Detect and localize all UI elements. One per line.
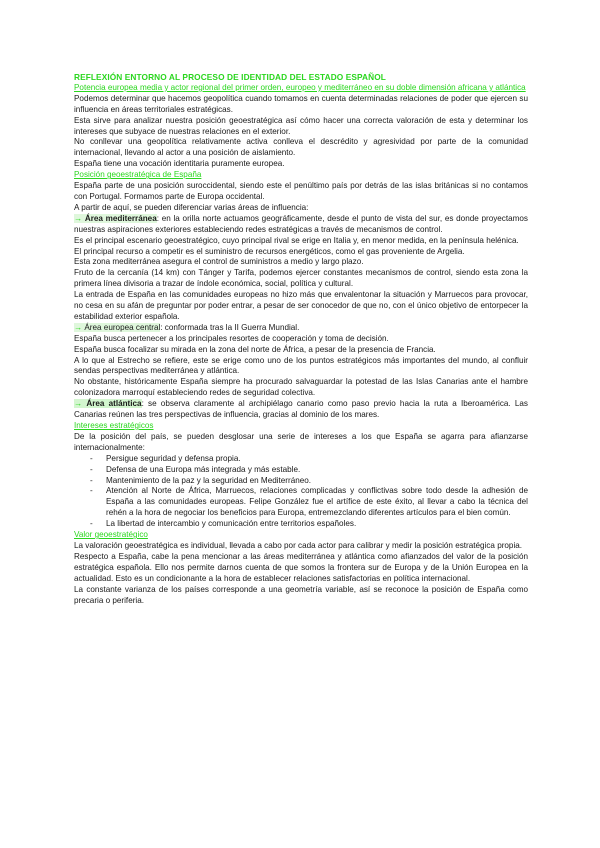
paragraph: España parte de una posición suroccidental, siendo este el penúltimo país por detrás de las islas británicas si no contamos con Portugal. Formamos parte de Europa occidental. — [74, 181, 528, 201]
heading-valor-geoestrategico: Valor geoestratégico — [74, 530, 148, 540]
paragraph: A partir de aquí, se pueden diferenciar varias áreas de influencia: — [74, 202, 309, 212]
paragraph: Fruto de la cercanía (14 km) con Tánger y Tarifa, podemos ejercer constantes mecanismos de control, siendo esta zona la primera línea divisoria a trazar de índole económica, social, política y cultural. — [74, 268, 528, 289]
area-mediterranea-label: Área mediterránea — [84, 213, 157, 223]
paragraph: No conllevar una geopolítica relativamente activa conlleva el descrédito y agresividad por parte de la comunidad internacional, llevando al actor a una posición de aislamiento. — [74, 137, 528, 158]
area-europea-central-paragraph — [74, 323, 528, 334]
paragraph: Esta sirve para analizar nuestra posición geoestratégica así cómo hacer una correcta valoración de esta y determinar los intereses que subyace de nuestras relaciones en el exterior. — [74, 115, 528, 136]
document-title: REFLEXIÓN ENTORNO AL PROCESO DE IDENTIDAD DEL ESTADO ESPAÑOL — [74, 72, 386, 82]
area-europea-central-label: Área europea central — [84, 322, 161, 332]
paragraph: No obstante, históricamente España siempre ha procurado salvaguardar la potestad de las Islas Canarias ante el hambre colonizadora marroquí estableciendo redes de seguridad colectiva. — [74, 377, 528, 398]
list-item: - Atención al Norte de África, Marruecos, relaciones complicadas y conflictivas sobre todo desde la adhesión de España a las comunidades europeas. Felipe González fue el artífice de este éxito, al llevar a cabo la técnica del rehén a la hora de negociar los beneficios para Europa, entremezclando diferentes artículos para el bien común. — [74, 486, 528, 519]
area-atlantica-paragraph — [74, 399, 528, 421]
paragraph: A lo que al Estrecho se refiere, este se erige como uno de los puntos estratégicos más importantes del mundo, al confluir sendas perspectivas mediterránea y atlántica. — [74, 355, 528, 376]
paragraph: La constante varianza de los países corresponde a una geometría variable, así se reconoce la posición de España como precaria o periferia. — [74, 584, 528, 605]
arrow-right-icon: → — [74, 322, 83, 332]
paragraph: Esta zona mediterránea asegura el control de suministros a medio y largo plazo. — [74, 257, 364, 267]
paragraph: La entrada de España en las comunidades europeas no hizo más que envalentonar la situación y Marruecos para provocar, no cesa en su afán de preguntar por poder entrar, a pesar de ser conocedor de que no, con el único objetivo de entorpecer la estabilidad exterior española. — [74, 290, 528, 321]
paragraph: España busca pertenecer a los principales resortes de cooperación y toma de decisión. — [74, 333, 389, 343]
arrow-right-icon: → — [74, 213, 83, 223]
area-atlantica-label: Área atlántica — [86, 399, 142, 409]
paragraph: España tiene una vocación identitaria puramente europea. — [74, 159, 285, 169]
area-europea-central-highlight — [74, 323, 160, 332]
document-page — [74, 72, 528, 606]
paragraph: De la posición del país, se pueden desglosar una serie de intereses a los que España se agarra para afianzarse internacionalmente: — [74, 431, 528, 452]
area-mediterranea-text: : en la orilla norte actuamos geográficamente, desde el punto de vista del sur, es donde proyectamos nuestras aspiraciones exteriores estableciendo redes estratégicas a través de mecanismos de control. — [74, 213, 528, 234]
paragraph: Es el principal escenario geoestratégico, cuyo principal rival se erige en Italia y, en menor medida, en la península helénica. — [74, 235, 519, 245]
list-item: - Defensa de una Europa más integrada y más estable. — [74, 465, 528, 476]
paragraph: España busca focalizar su mirada en la zona del norte de África, a pesar de la presencia de Francia. — [74, 344, 436, 354]
paragraph: La valoración geoestratégica es individual, llevada a cabo por cada actor para calibrar y medir la posición estratégica propia. — [74, 540, 523, 550]
list-item: - Persigue seguridad y defensa propia. — [74, 454, 528, 465]
heading-potencia-europea: Potencia europea media y actor regional del primer orden, europeo y mediterráneo en su doble dimensión africana y atlántica — [74, 82, 526, 92]
list-item: - Mantenimiento de la paz y la seguridad en Mediterráneo. — [74, 476, 528, 487]
arrow-right-icon: → — [74, 399, 83, 409]
list-item: - La libertad de intercambio y comunicación entre territorios españoles. — [74, 519, 528, 530]
area-mediterranea-paragraph — [74, 214, 528, 236]
heading-posicion-geoestrategica: Posición geoestratégica de España — [74, 170, 202, 180]
area-atlantica-highlight — [74, 399, 142, 408]
interests-list — [74, 454, 528, 530]
paragraph: Respecto a España, cabe la pena mencionar a las áreas mediterránea y atlántica como afianzados del valor de la posición estratégica española. Ello nos permite darnos cuenta de que somos la frontera sur de Europa y de la Unión Europea en la actualidad. Esto es un condicionante a la hora de establecer relaciones satisfactorias en política internacional. — [74, 551, 528, 583]
area-mediterranea-highlight — [74, 214, 157, 223]
heading-intereses-estrategicos: Intereses estratégicos — [74, 421, 154, 430]
paragraph: Podemos determinar que hacemos geopolítica cuando tomamos en cuenta determinadas relaciones de poder que ejercen su influencia en áreas territoriales estratégicas. — [74, 93, 528, 114]
paragraph: El principal recurso a competir es el suministro de recursos energéticos, como el gas proveniente de Argelia. — [74, 246, 465, 256]
area-europea-central-text: : conformada tras la II Guerra Mundial. — [160, 322, 300, 332]
area-atlantica-text: : se observa claramente al archipiélago canario como paso previo hacia la ruta a Iberoamérica. Las Canarias reúnen las tres perspectivas de influencia, gracias al dominio de los mares. — [74, 399, 528, 420]
